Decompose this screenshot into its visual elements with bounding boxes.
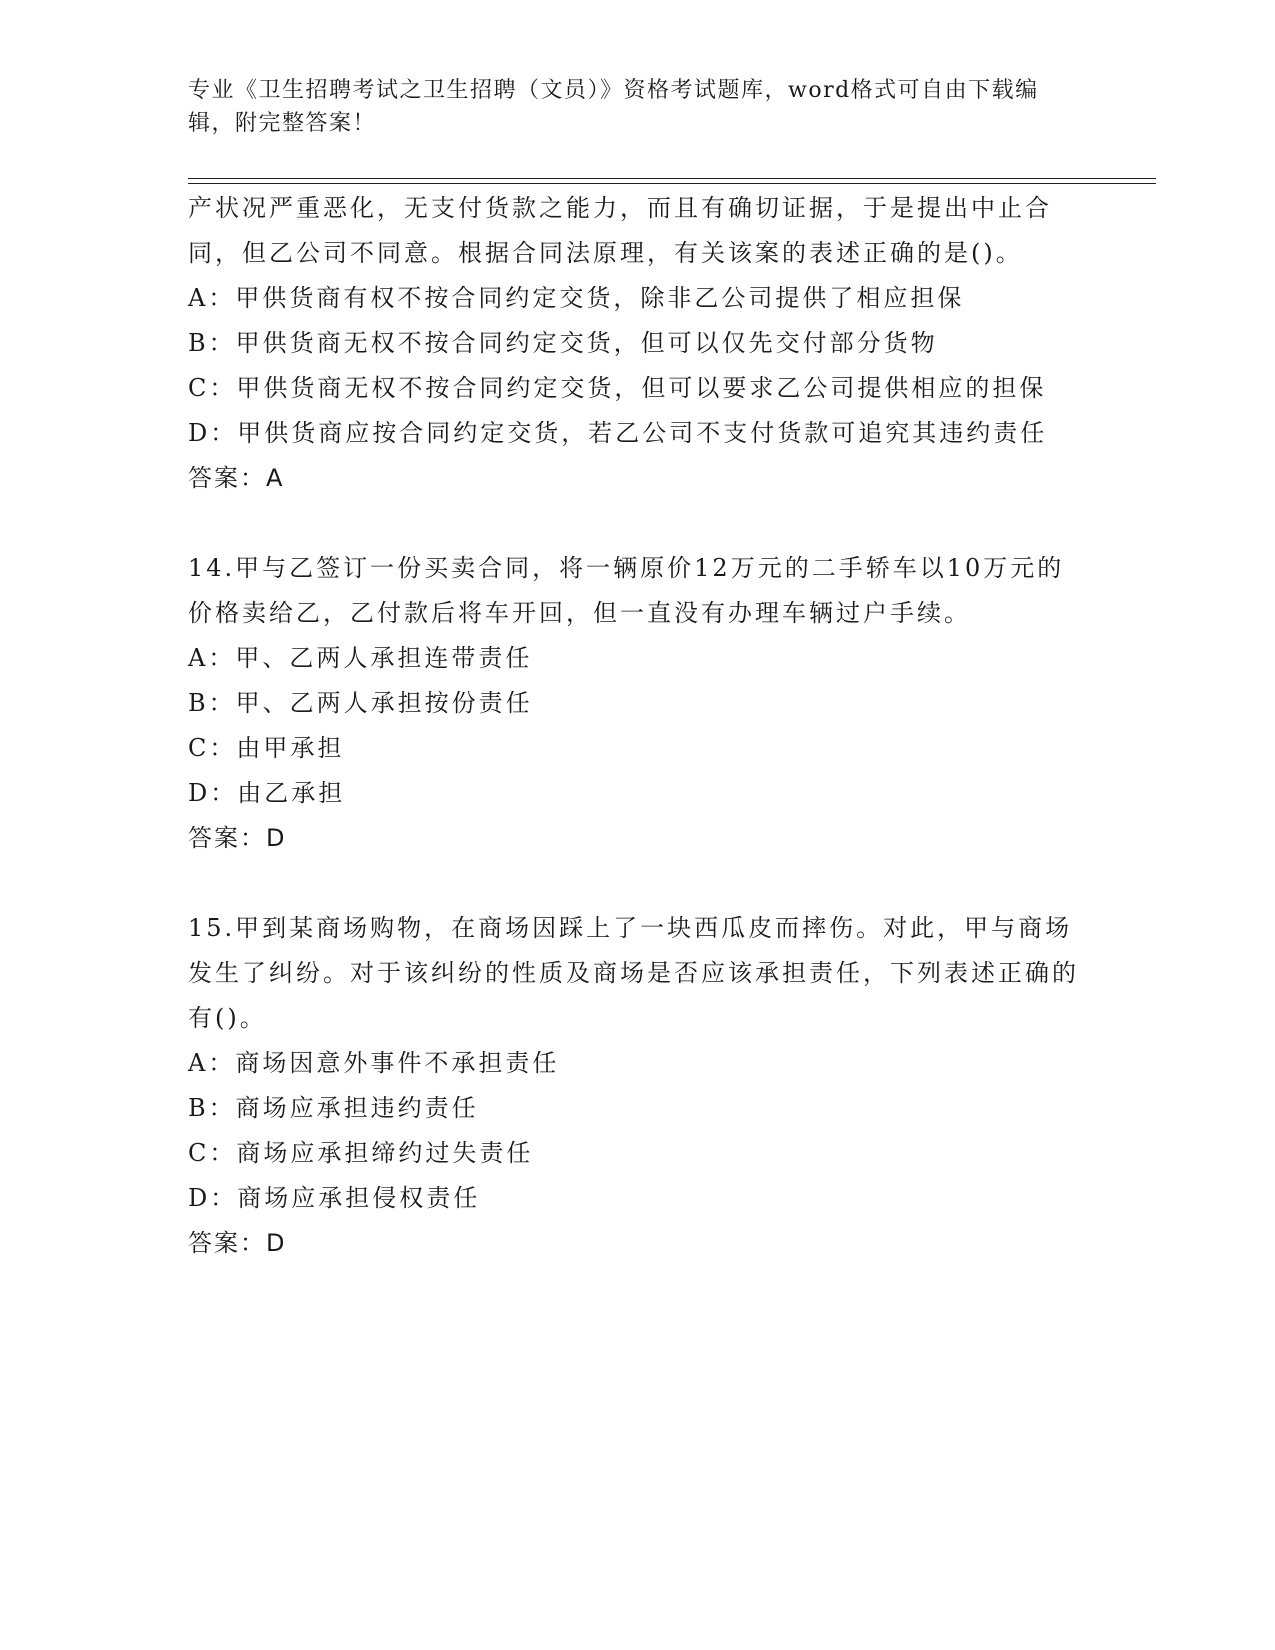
header-rule-top (188, 178, 1156, 179)
answer-line: 答案：D (188, 824, 287, 852)
header-rule-bottom (188, 183, 1156, 184)
option-c: C：商场应承担缔约过失责任 (188, 1139, 534, 1167)
option-b: B：甲、乙两人承担按份责任 (188, 689, 533, 717)
option-a: A：甲、乙两人承担连带责任 (188, 644, 533, 672)
answer-line: 答案：A (188, 464, 285, 492)
option-a: A：甲供货商有权不按合同约定交货，除非乙公司提供了相应担保 (188, 284, 965, 312)
answer-line: 答案：D (188, 1229, 287, 1257)
question-15 (188, 906, 1088, 1266)
option-a: A：商场因意外事件不承担责任 (188, 1049, 560, 1077)
page-header: 专业《卫生招聘考试之卫生招聘（文员）》资格考试题库，word格式可自由下载编辑，附完整答案！ (188, 78, 1039, 136)
question-stem: 14.甲与乙签订一份买卖合同，将一辆原价12万元的二手轿车以10万元的价格卖给乙，乙付款后将车开回，但一直没有办理车辆过户手续。 (188, 554, 1065, 627)
question-stem: 产状况严重恶化，无支付货款之能力，而且有确切证据，于是提出中止合同，但乙公司不同意。根据合同法原理，有关该案的表述正确的是()。 (188, 194, 1052, 267)
question-13 (188, 186, 1088, 501)
option-d: D：甲供货商应按合同约定交货，若乙公司不支付货款可追究其违约责任 (188, 419, 1048, 447)
option-d: D：由乙承担 (188, 779, 346, 807)
option-c: C：甲供货商无权不按合同约定交货，但可以要求乙公司提供相应的担保 (188, 374, 1047, 402)
option-d: D：商场应承担侵权责任 (188, 1184, 481, 1212)
option-b: B：甲供货商无权不按合同约定交货，但可以仅先交付部分货物 (188, 329, 938, 357)
option-c: C：由甲承担 (188, 734, 345, 762)
option-b: B：商场应承担违约责任 (188, 1094, 479, 1122)
document-body (188, 186, 1088, 1266)
question-14 (188, 546, 1088, 861)
question-stem: 15.甲到某商场购物，在商场因踩上了一块西瓜皮而摔伤。对此，甲与商场发生了纠纷。对于该纠纷的性质及商场是否应该承担责任，下列表述正确的有()。 (188, 914, 1079, 1032)
